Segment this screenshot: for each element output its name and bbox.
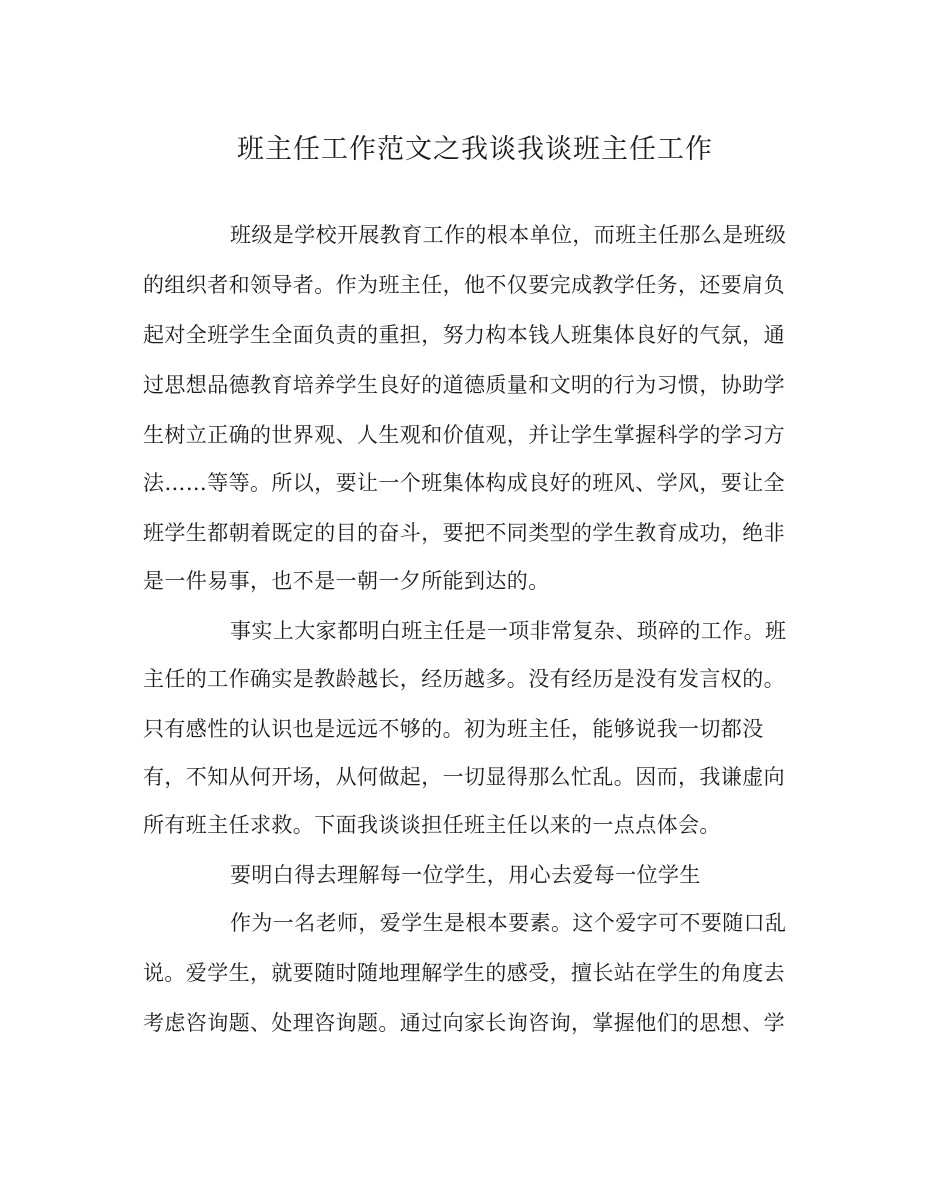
- paragraph-2-line-1: 事实上大家都明白班主任是一项非常复杂、琐碎的工作。班: [230, 619, 787, 643]
- paragraph-3-line-3: 考虑咨询题、处理咨询题。通过向家长询咨询，掌握他们的思想、学: [143, 1011, 785, 1035]
- paragraph-1-line-7: 班学生都朝着既定的目的奋斗，要把不同类型的学生教育成功，绝非: [143, 521, 785, 545]
- paragraph-2-line-3: 只有感性的认识也是远远不够的。初为班主任，能够说我一切都没: [143, 717, 764, 741]
- paragraph-2-line-4: 有，不知从何开场，从何做起，一切显得那么忙乱。因而，我谦虚向: [143, 765, 785, 789]
- paragraph-1-line-2: 的组织者和领导者。作为班主任，他不仅要完成教学任务，还要肩负: [143, 273, 785, 297]
- paragraph-2-line-2: 主任的工作确实是教龄越长，经历越多。没有经历是没有发言权的。: [143, 667, 785, 691]
- paragraph-1-line-6: 法……等等。所以，要让一个班集体构成良好的班风、学风，要让全: [143, 471, 785, 495]
- document-title: 班主任工作范文之我谈我谈班主任工作: [237, 134, 713, 165]
- paragraph-2-line-5: 所有班主任求救。下面我谈谈担任班主任以来的一点点体会。: [143, 813, 721, 837]
- paragraph-1-line-3: 起对全班学生全面负责的重担，努力构本钱人班集体良好的气氛，通: [143, 323, 785, 347]
- paragraph-3-line-2: 说。爱学生，就要随时随地理解学生的感受，擅长站在学生的角度去: [143, 961, 785, 985]
- paragraph-1-line-8: 是一件易事，也不是一朝一夕所能到达的。: [143, 569, 550, 593]
- paragraph-3-line-1: 作为一名老师，爱学生是根本要素。这个爱字可不要随口乱: [230, 911, 787, 935]
- paragraph-1-line-5: 生树立正确的世界观、人生观和价值观，并让学生掌握科学的学习方: [143, 423, 785, 447]
- paragraph-1-line-4: 过思想品德教育培养学生良好的道德质量和文明的行为习惯，协助学: [143, 373, 785, 397]
- section-heading: 要明白得去理解每一位学生，用心去爱每一位学生: [230, 863, 701, 887]
- paragraph-1-line-1: 班级是学校开展教育工作的根本单位，而班主任那么是班级: [230, 223, 787, 247]
